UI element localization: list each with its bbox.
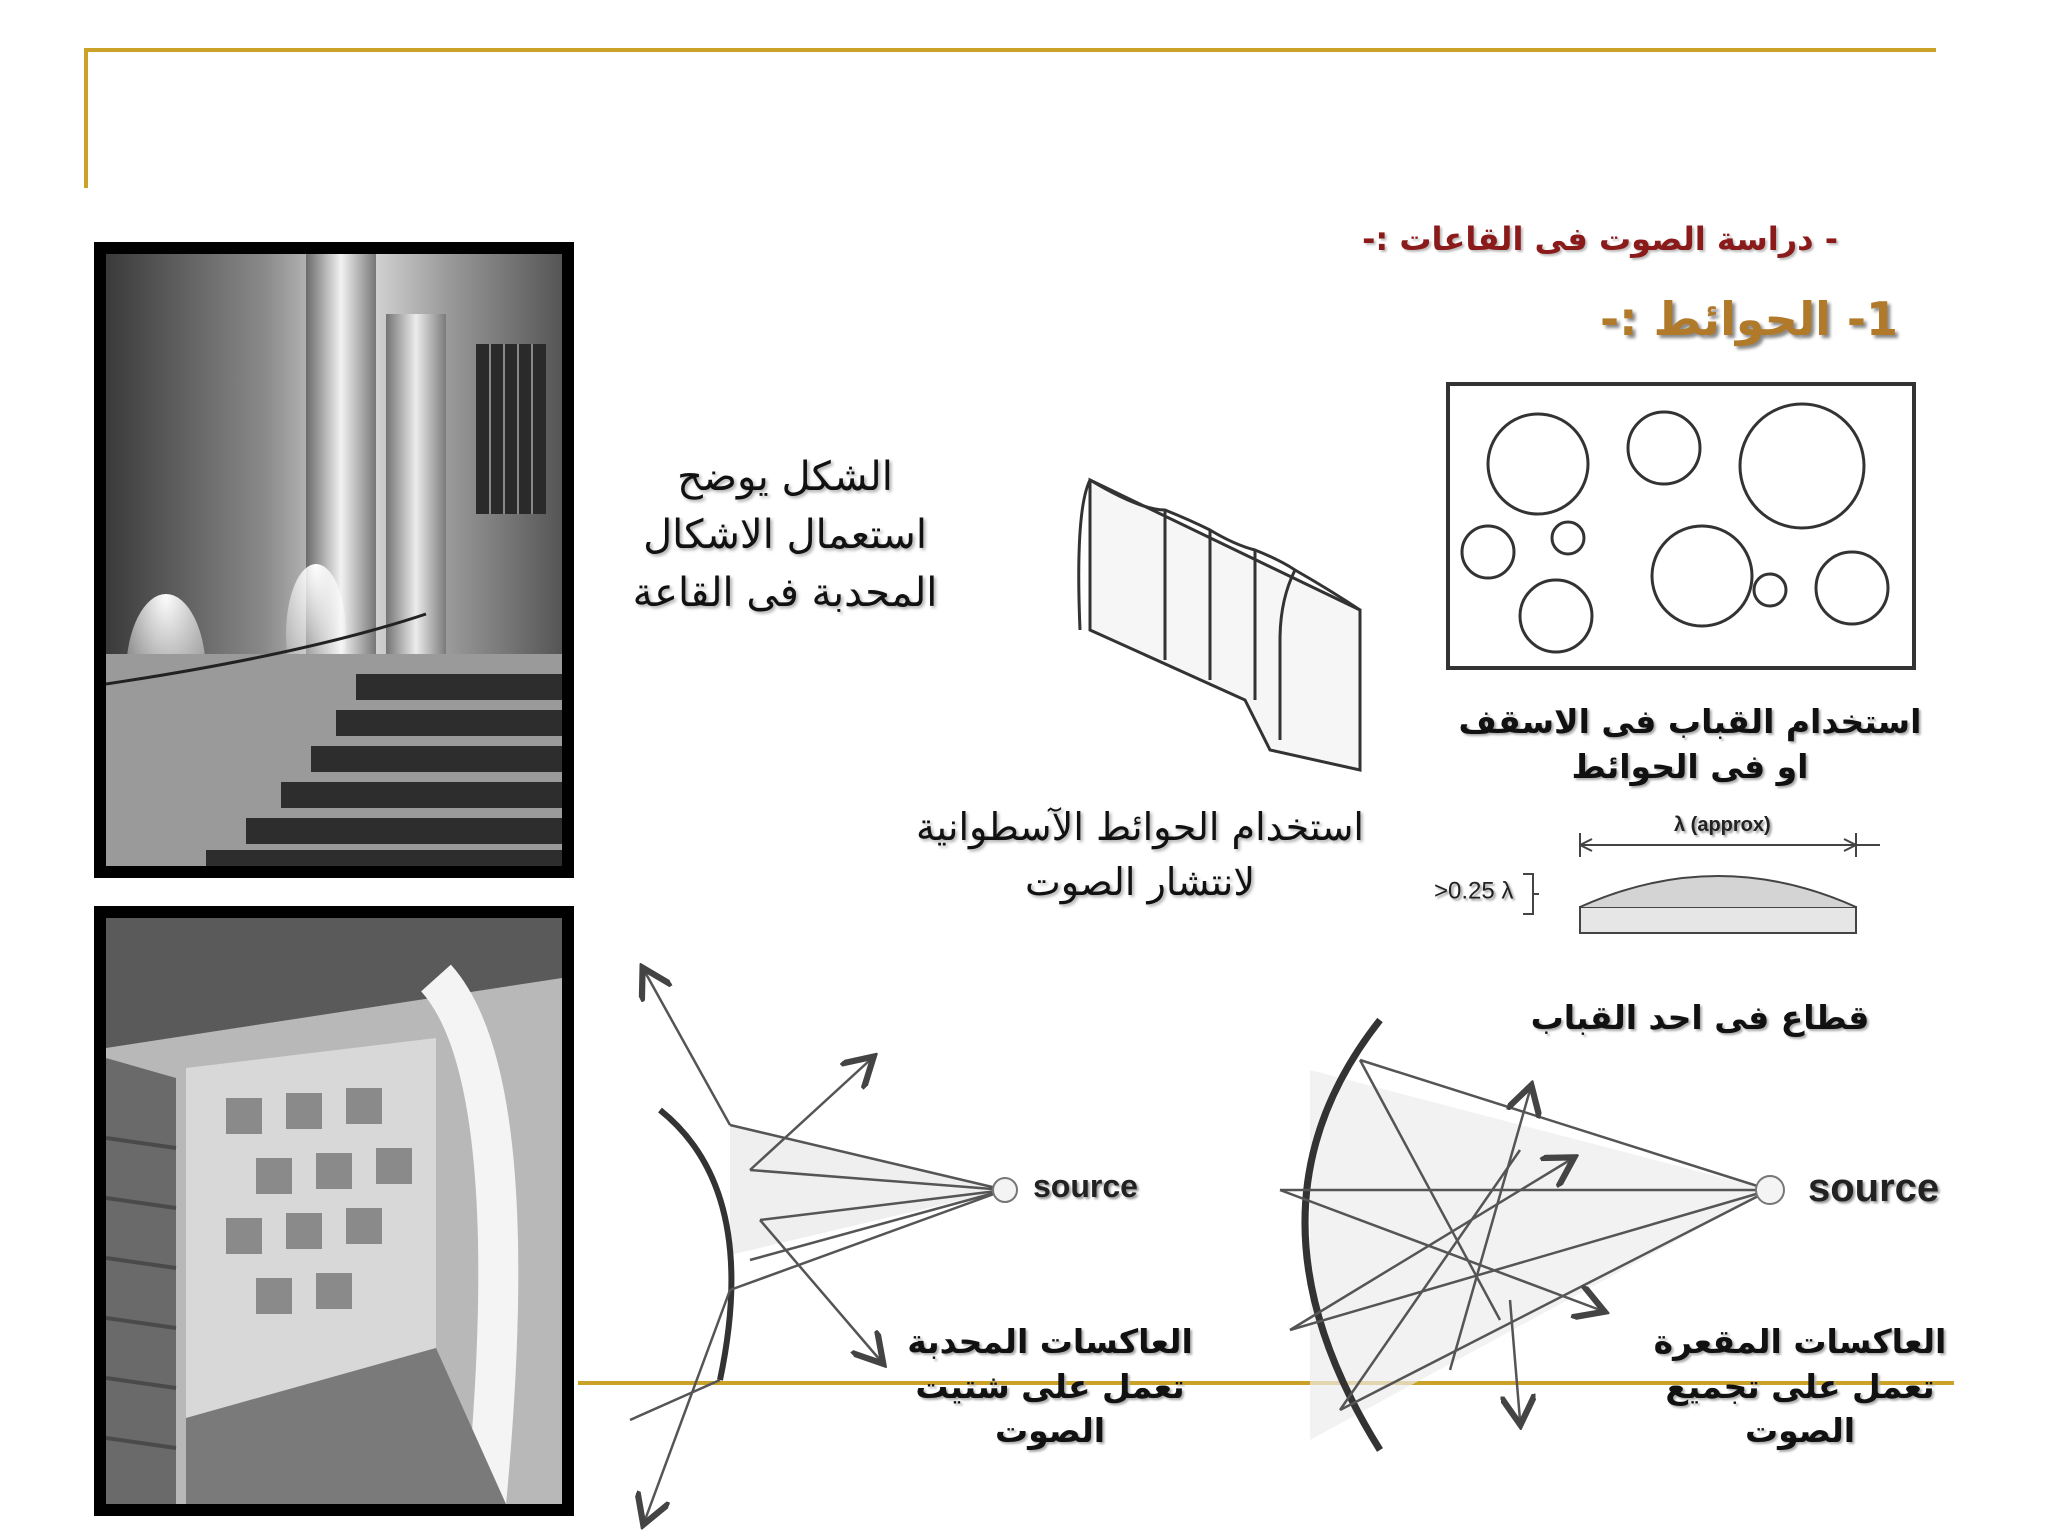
dome-section-diagram <box>1570 825 1890 945</box>
convex-source-label: source <box>1033 1168 1138 1204</box>
caption-line: لانتشار الصوت <box>1024 860 1256 905</box>
caption-line: استعمال الاشكال <box>643 512 927 558</box>
left-rule <box>84 48 88 188</box>
cylindrical-walls-caption <box>880 800 1400 910</box>
cylindrical-wall-drawing <box>1070 450 1370 780</box>
subsection-title: 1- الحوائط :- <box>1600 292 1898 346</box>
concave-reflectors-caption <box>1640 1320 1960 1454</box>
caption-line: الشكل يوضح <box>677 454 893 500</box>
caption-line: الصوت <box>994 1411 1106 1451</box>
caption-line: استخدام القباب فى الاسقف <box>1458 702 1922 741</box>
caption-line: تعمل على تجميع <box>1665 1366 1935 1406</box>
depth-label: >0.25 λ <box>1434 877 1514 905</box>
caption-line: المحدبة فى القاعة <box>632 570 938 616</box>
domes-caption <box>1450 700 1930 789</box>
section-title: - دراسة الصوت فى القاعات :- <box>1362 220 1838 258</box>
caption-line: او فى الحوائط <box>1571 746 1809 786</box>
convex-shapes-caption <box>560 448 1010 622</box>
auditorium-interior-image <box>106 254 562 866</box>
top-rule <box>84 48 1936 52</box>
caption-line: تعمل على شتيت <box>915 1366 1185 1406</box>
dome-section-caption: قطاع فى احد القباب <box>1530 998 1870 1037</box>
concert-hall-photo <box>94 906 574 1516</box>
depth-bracket-icon <box>1519 872 1539 916</box>
convex-reflectors-caption <box>880 1320 1220 1454</box>
caption-line: استخدام الحوائط الآسطوانية <box>916 805 1364 849</box>
concave-source-label: source <box>1808 1166 1940 1210</box>
dome-depth-indicator <box>1434 872 1539 916</box>
domes-plan-drawing <box>1444 380 1920 674</box>
caption-line: العاكسات المقعرة <box>1653 1322 1947 1361</box>
caption-line: العاكسات المحدبة <box>907 1322 1193 1361</box>
auditorium-interior-photo <box>94 242 574 878</box>
concert-hall-image <box>106 918 562 1504</box>
wavelength-label: λ (approx) <box>1674 814 1771 836</box>
caption-line: الصوت <box>1744 1411 1856 1451</box>
